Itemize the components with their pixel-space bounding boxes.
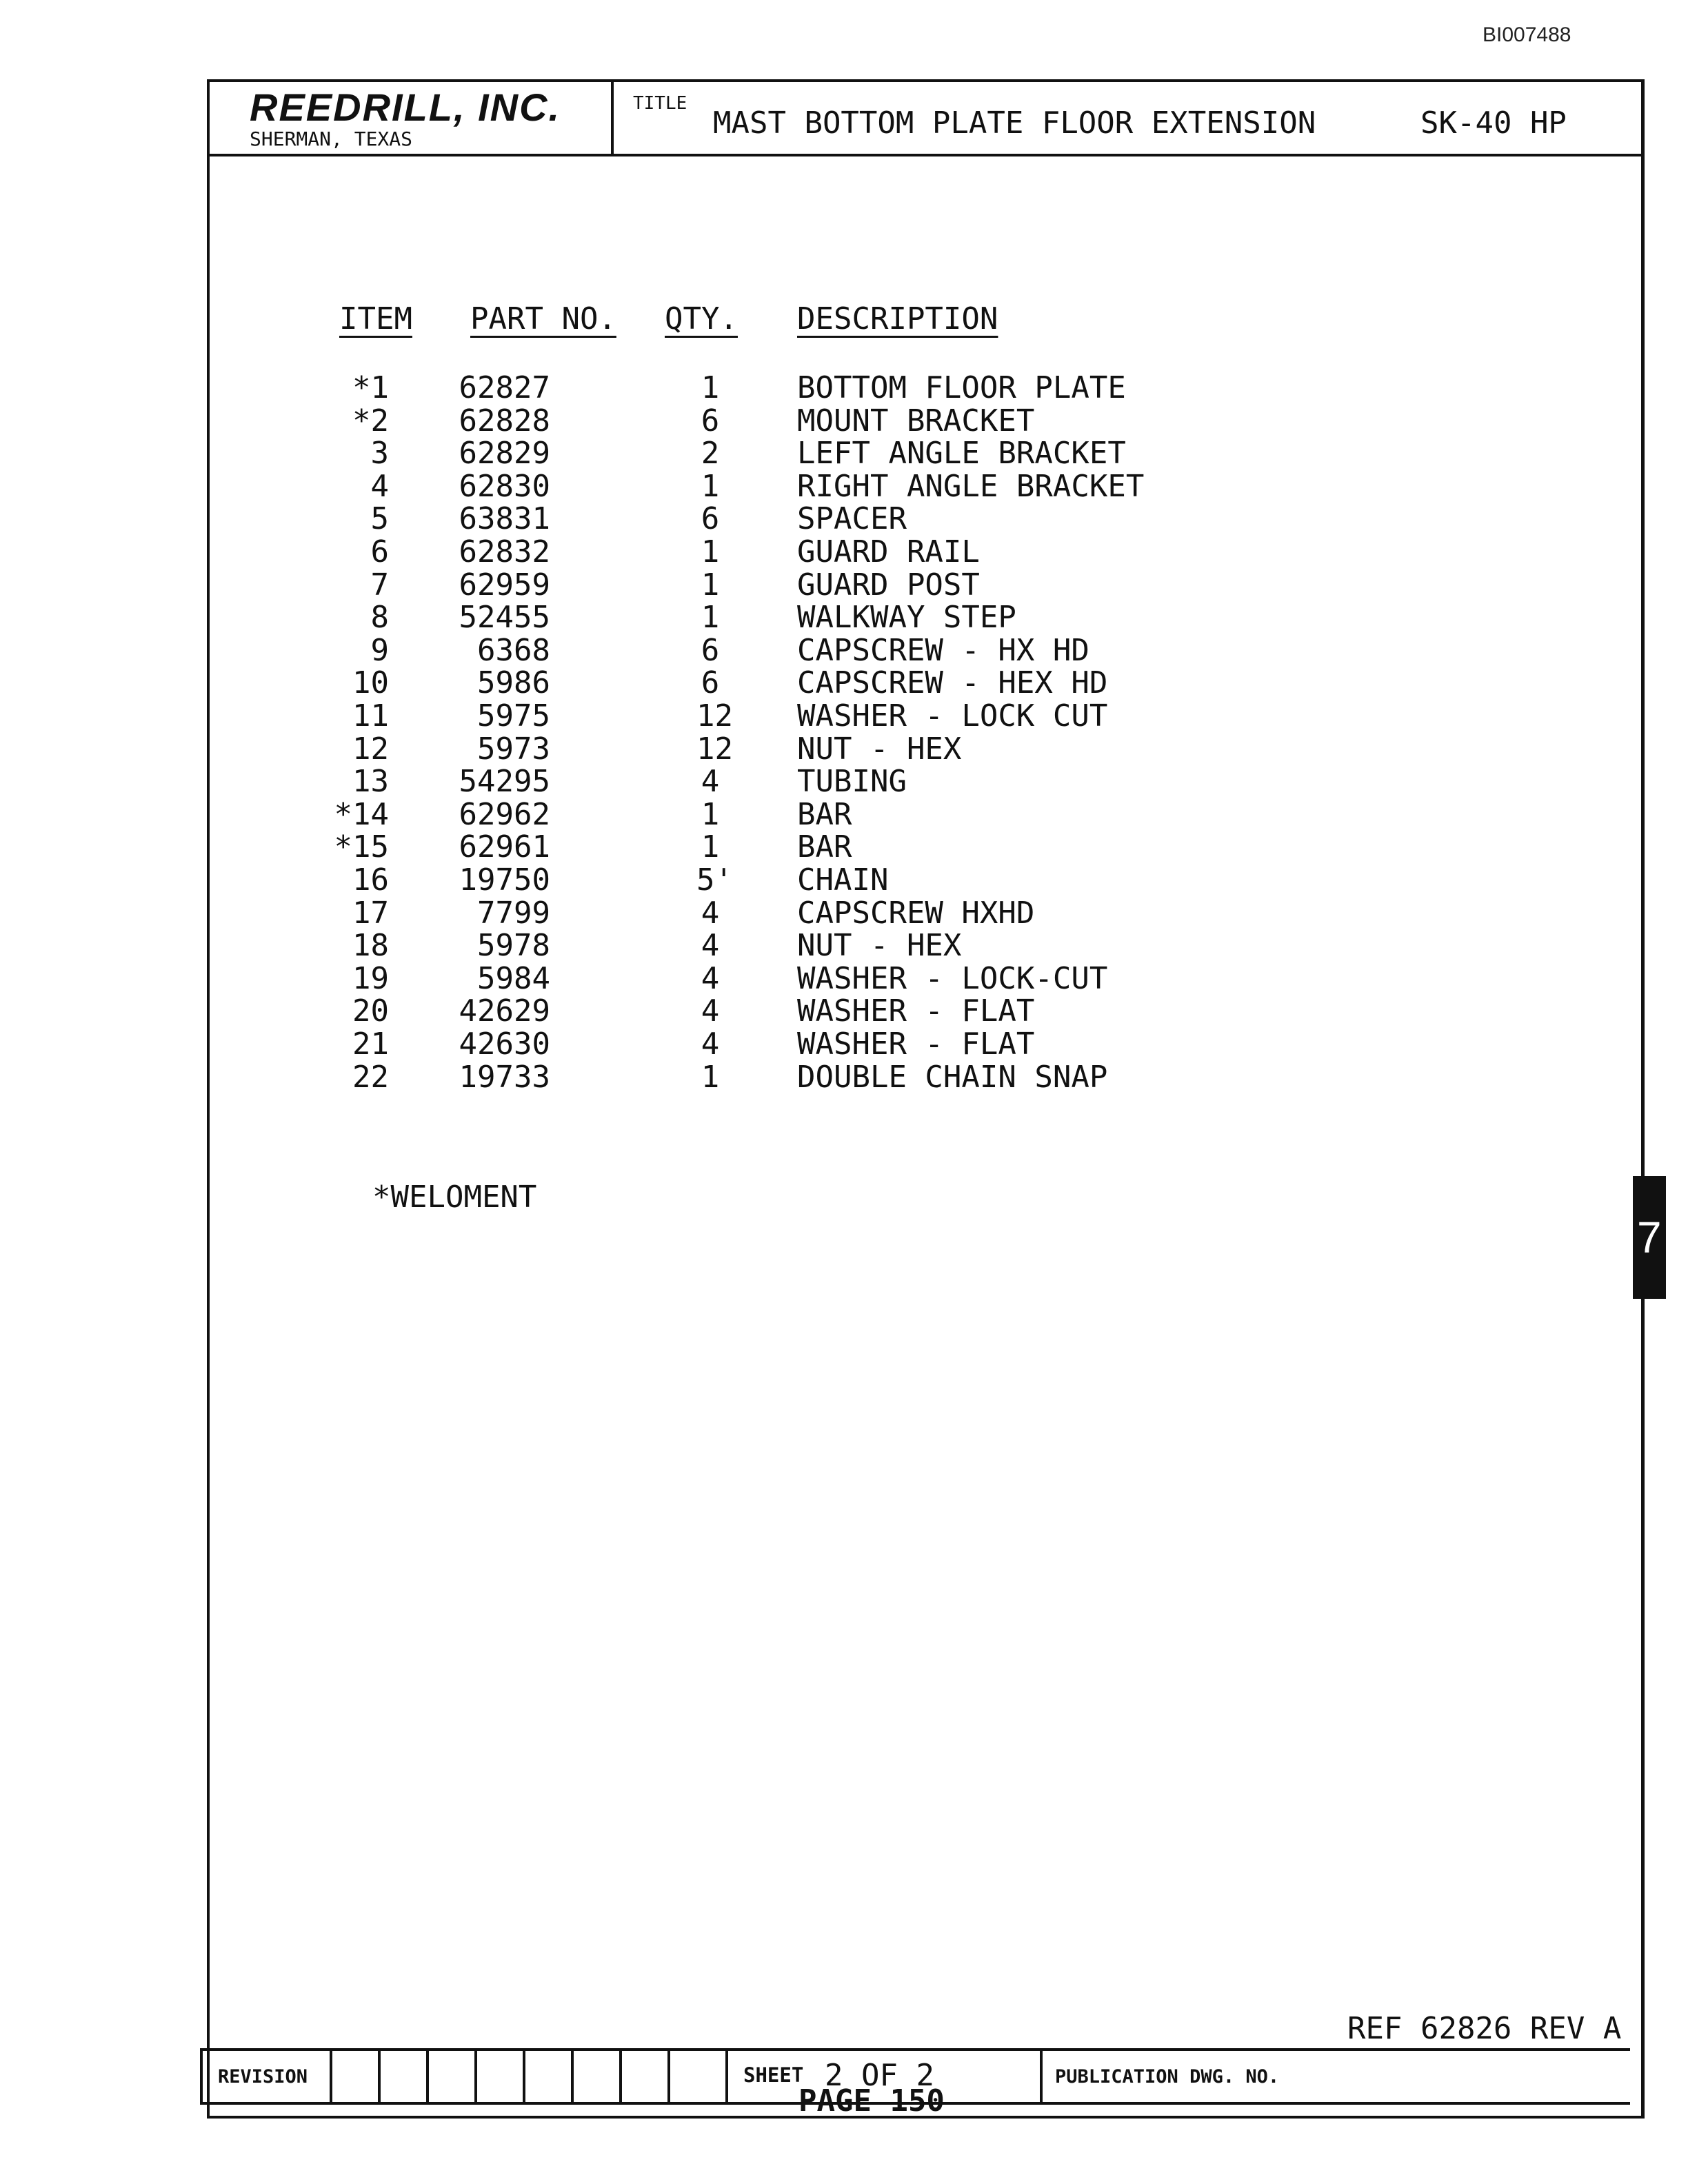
part-number-cell: 42629 bbox=[459, 993, 550, 1029]
company-name: REEDRILL, INC. bbox=[250, 85, 561, 129]
part-number-cell: 42630 bbox=[459, 1027, 550, 1062]
column-header-item: ITEM bbox=[339, 301, 412, 336]
description-cell: WALKWAY STEP bbox=[797, 600, 1016, 636]
description-cell: WASHER - FLAT bbox=[797, 993, 1035, 1029]
item-cell: 8 bbox=[370, 600, 389, 636]
quantity-cell: 6 bbox=[701, 403, 720, 438]
part-number-cell: 62827 bbox=[459, 370, 550, 405]
weldment-footnote: *WELOMENT bbox=[372, 1180, 537, 1215]
description-cell: WASHER - LOCK-CUT bbox=[797, 960, 1108, 996]
item-cell: *14 bbox=[334, 796, 389, 832]
part-number-cell: 19733 bbox=[459, 1059, 550, 1095]
table-row bbox=[210, 534, 1641, 567]
quantity-cell: 5' bbox=[696, 862, 733, 898]
part-number-cell: 7799 bbox=[477, 895, 550, 931]
table-row bbox=[210, 403, 1641, 436]
revision-box bbox=[667, 2051, 719, 2102]
description-cell: MOUNT BRACKET bbox=[797, 403, 1035, 438]
part-number-cell: 54295 bbox=[459, 764, 550, 800]
quantity-cell: 1 bbox=[701, 370, 720, 405]
description-cell: DOUBLE CHAIN SNAP bbox=[797, 1059, 1108, 1095]
table-row bbox=[210, 633, 1641, 666]
revision-box bbox=[330, 2051, 381, 2102]
table-row bbox=[210, 1060, 1641, 1093]
table-row bbox=[210, 501, 1641, 537]
reference-revision: REF 62826 REV A bbox=[1347, 2011, 1622, 2046]
part-number-cell: 62830 bbox=[459, 468, 550, 504]
company-block bbox=[210, 82, 614, 154]
revision-box bbox=[619, 2051, 670, 2102]
quantity-cell: 6 bbox=[701, 632, 720, 668]
table-row bbox=[210, 797, 1641, 830]
section-tab bbox=[1633, 1176, 1666, 1299]
quantity-cell: 4 bbox=[701, 928, 720, 964]
table-row bbox=[210, 731, 1641, 765]
table-row bbox=[210, 862, 1641, 896]
item-cell: *15 bbox=[334, 829, 389, 865]
quantity-cell: 4 bbox=[701, 895, 720, 931]
revision-label: REVISION bbox=[218, 2066, 308, 2087]
model-number: SK-40 HP bbox=[1420, 105, 1567, 141]
description-cell: BAR bbox=[797, 829, 852, 865]
table-row bbox=[210, 665, 1641, 701]
table-row bbox=[210, 698, 1641, 734]
item-cell: 16 bbox=[352, 862, 389, 898]
table-row bbox=[210, 993, 1641, 1027]
part-number-cell: 62832 bbox=[459, 534, 550, 569]
table-row bbox=[210, 961, 1641, 994]
quantity-cell: 4 bbox=[701, 993, 720, 1029]
page-number: PAGE 150 bbox=[798, 2083, 945, 2119]
description-cell: NUT - HEX bbox=[797, 928, 962, 964]
part-number-cell: 5975 bbox=[477, 698, 550, 734]
sheet-label: SHEET bbox=[743, 2063, 804, 2087]
description-cell: CAPSCREW - HX HD bbox=[797, 632, 1089, 668]
quantity-cell: 4 bbox=[701, 764, 720, 800]
description-cell: BAR bbox=[797, 796, 852, 832]
column-header-qty: QTY. bbox=[665, 301, 738, 336]
part-number-cell: 5978 bbox=[477, 928, 550, 964]
item-cell: 21 bbox=[352, 1027, 389, 1062]
description-cell: CAPSCREW - HEX HD bbox=[797, 665, 1108, 701]
description-cell: GUARD RAIL bbox=[797, 534, 980, 569]
part-number-cell: 6368 bbox=[477, 632, 550, 668]
description-cell: WASHER - LOCK CUT bbox=[797, 698, 1108, 734]
description-cell: CAPSCREW HXHD bbox=[797, 895, 1035, 931]
quantity-cell: 1 bbox=[701, 829, 720, 865]
item-cell: *1 bbox=[352, 370, 389, 405]
title-label: TITLE bbox=[633, 93, 687, 114]
item-cell: 13 bbox=[352, 764, 389, 800]
quantity-cell: 6 bbox=[701, 501, 720, 537]
sheet-value: 2 OF 2 bbox=[825, 2058, 934, 2093]
quantity-cell: 1 bbox=[701, 600, 720, 636]
item-cell: 10 bbox=[352, 665, 389, 701]
part-number-cell: 62961 bbox=[459, 829, 550, 865]
quantity-cell: 1 bbox=[701, 567, 720, 603]
parts-list-sheet bbox=[207, 79, 1645, 2119]
table-row bbox=[210, 370, 1641, 403]
publication-drawing-label: PUBLICATION DWG. NO. bbox=[1055, 2066, 1280, 2087]
description-cell: LEFT ANGLE BRACKET bbox=[797, 436, 1126, 472]
item-cell: 4 bbox=[370, 468, 389, 504]
revision-box bbox=[523, 2051, 574, 2102]
part-number-cell: 5973 bbox=[477, 731, 550, 767]
quantity-cell: 12 bbox=[696, 731, 733, 767]
table-row bbox=[210, 928, 1641, 964]
item-cell: 12 bbox=[352, 731, 389, 767]
title-block bbox=[210, 82, 1641, 156]
item-cell: 5 bbox=[370, 501, 389, 537]
description-cell: CHAIN bbox=[797, 862, 889, 898]
item-cell: 18 bbox=[352, 928, 389, 964]
item-cell: 20 bbox=[352, 993, 389, 1029]
revision-box bbox=[474, 2051, 525, 2102]
item-cell: 3 bbox=[370, 436, 389, 472]
item-cell: *2 bbox=[352, 403, 389, 438]
description-cell: NUT - HEX bbox=[797, 731, 962, 767]
part-number-cell: 62828 bbox=[459, 403, 550, 438]
description-cell: TUBING bbox=[797, 764, 907, 800]
part-number-cell: 52455 bbox=[459, 600, 550, 636]
quantity-cell: 4 bbox=[701, 960, 720, 996]
quantity-cell: 1 bbox=[701, 468, 720, 504]
table-row bbox=[210, 829, 1641, 865]
item-cell: 6 bbox=[370, 534, 389, 569]
part-number-cell: 62962 bbox=[459, 796, 550, 832]
item-cell: 11 bbox=[352, 698, 389, 734]
table-row bbox=[210, 764, 1641, 800]
description-cell: BOTTOM FLOOR PLATE bbox=[797, 370, 1126, 405]
quantity-cell: 12 bbox=[696, 698, 733, 734]
table-row bbox=[210, 469, 1641, 502]
table-row bbox=[210, 600, 1641, 636]
quantity-cell: 1 bbox=[701, 1059, 720, 1095]
column-header-part-no: PART NO. bbox=[470, 301, 616, 336]
revision-box bbox=[378, 2051, 429, 2102]
item-cell: 22 bbox=[352, 1059, 389, 1095]
part-number-cell: 62829 bbox=[459, 436, 550, 472]
revision-box bbox=[571, 2051, 622, 2102]
part-number-cell: 63831 bbox=[459, 501, 550, 537]
company-location: SHERMAN, TEXAS bbox=[250, 128, 413, 150]
part-number-cell: 5984 bbox=[477, 960, 550, 996]
item-cell: 7 bbox=[370, 567, 389, 603]
quantity-cell: 4 bbox=[701, 1027, 720, 1062]
description-cell: RIGHT ANGLE BRACKET bbox=[797, 468, 1145, 504]
item-cell: 19 bbox=[352, 960, 389, 996]
quantity-cell: 2 bbox=[701, 436, 720, 472]
table-row bbox=[210, 1027, 1641, 1060]
document-title: MAST BOTTOM PLATE FLOOR EXTENSION bbox=[713, 105, 1316, 141]
description-cell: SPACER bbox=[797, 501, 907, 537]
quantity-cell: 6 bbox=[701, 665, 720, 701]
description-cell: WASHER - FLAT bbox=[797, 1027, 1035, 1062]
section-tab-number: 7 bbox=[1637, 1213, 1662, 1262]
description-cell: GUARD POST bbox=[797, 567, 980, 603]
revision-box bbox=[426, 2051, 477, 2102]
quantity-cell: 1 bbox=[701, 796, 720, 832]
part-number-cell: 5986 bbox=[477, 665, 550, 701]
table-row bbox=[210, 896, 1641, 929]
part-number-cell: 62959 bbox=[459, 567, 550, 603]
part-number-cell: 19750 bbox=[459, 862, 550, 898]
table-row bbox=[210, 567, 1641, 603]
document-id: BI007488 bbox=[1483, 23, 1571, 46]
table-row bbox=[210, 436, 1641, 472]
item-cell: 9 bbox=[370, 632, 389, 668]
quantity-cell: 1 bbox=[701, 534, 720, 569]
column-header-description: DESCRIPTION bbox=[797, 301, 998, 336]
item-cell: 17 bbox=[352, 895, 389, 931]
